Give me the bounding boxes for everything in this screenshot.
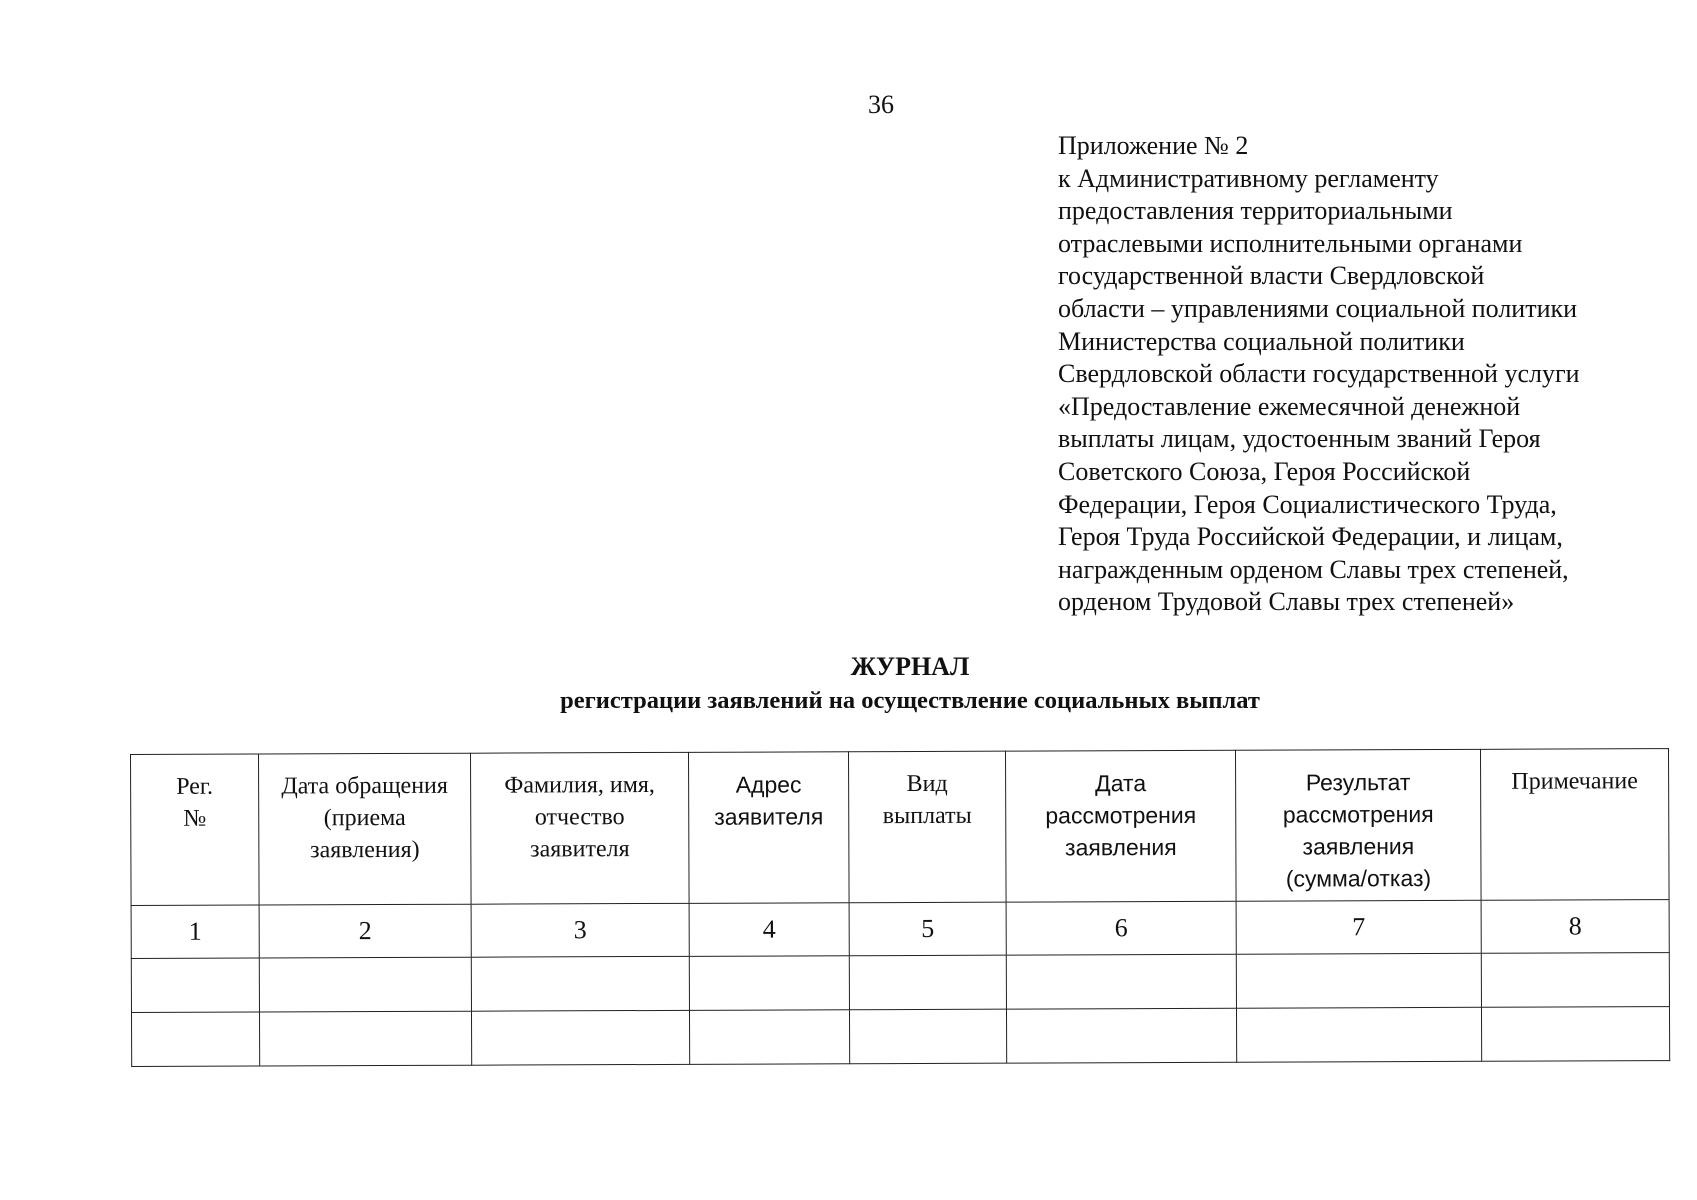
header-label: Рег. № xyxy=(176,773,214,832)
table-row xyxy=(131,1007,1669,1067)
header-review-date xyxy=(1005,750,1236,902)
table-cell xyxy=(131,958,259,1012)
column-number: 1 xyxy=(131,905,259,958)
header-applicant-address xyxy=(688,752,849,904)
header-review-result xyxy=(1235,749,1481,901)
appendix-line: выплаты лицам, удостоенным званий Героя xyxy=(1058,424,1541,454)
table-cell xyxy=(849,955,1006,1010)
appendix-line: Приложение № 2 xyxy=(1058,131,1249,160)
appendix-line: Героя Труда Российской Федерации, и лицам, xyxy=(1058,522,1563,552)
table-row xyxy=(131,953,1669,1013)
appendix-line: к Административному регламенту xyxy=(1058,163,1439,193)
header-label: Дата рассмотрения заявления xyxy=(1045,770,1197,861)
appendix-line: Свердловской области государственной услуги xyxy=(1058,359,1580,389)
appendix-line: государственной власти Свердловской xyxy=(1058,261,1485,291)
page-number: 36 xyxy=(868,90,894,119)
appendix-note xyxy=(1058,130,1658,619)
journal-title xyxy=(440,650,1380,718)
table-cell xyxy=(689,956,849,1011)
table-cell xyxy=(471,1010,689,1065)
header-label: Дата обращения (приема заявления) xyxy=(281,772,448,864)
header-label: Адрес заявителя xyxy=(714,771,824,830)
table-cell xyxy=(1481,1007,1669,1062)
appendix-line: «Предоставление ежемесячной денежной xyxy=(1058,391,1521,421)
table-cell xyxy=(471,956,689,1011)
header-application-date xyxy=(259,753,472,905)
table-cell xyxy=(1236,953,1481,1008)
column-number: 6 xyxy=(1006,901,1236,955)
appendix-line: отраслевыми исполнительными органами xyxy=(1058,228,1523,258)
table-cell xyxy=(849,1009,1006,1064)
table-header-row xyxy=(131,749,1670,906)
appendix-line: орденом Трудовой Славы трех степеней» xyxy=(1058,587,1515,617)
appendix-line: Советского Союза, Героя Российской xyxy=(1058,456,1471,486)
table-cell xyxy=(1006,1008,1236,1063)
header-payment-type xyxy=(848,751,1006,903)
journal-table xyxy=(130,748,1670,1067)
appendix-line: Министерства социальной политики xyxy=(1058,326,1465,356)
title-main: ЖУРНАЛ xyxy=(850,652,970,681)
table-cell xyxy=(1481,953,1669,1008)
column-number: 8 xyxy=(1481,900,1669,954)
table-cell xyxy=(1236,1007,1481,1062)
title-subtitle: регистрации заявлений на осуществление социальных выплат xyxy=(560,687,1260,714)
header-reg-number xyxy=(131,754,260,905)
header-note xyxy=(1480,749,1669,901)
appendix-line: Федерации, Героя Социалистического Труда, xyxy=(1058,489,1557,519)
table-cell xyxy=(689,1010,849,1065)
column-number: 4 xyxy=(689,903,849,957)
header-applicant-name xyxy=(470,752,689,904)
table-cell xyxy=(131,1012,259,1066)
table-cell xyxy=(1006,954,1236,1009)
header-label: Фамилия, имя, отчество заявителя xyxy=(504,771,655,863)
table-cell xyxy=(259,957,471,1012)
appendix-line: предоставления территориальными xyxy=(1058,196,1453,226)
appendix-line: области – управлениями социальной политики xyxy=(1058,293,1578,323)
column-number: 7 xyxy=(1236,900,1481,954)
column-number: 3 xyxy=(471,903,689,957)
table-cell xyxy=(259,1011,471,1066)
header-label: Вид выплаты xyxy=(882,770,972,830)
header-label: Результат рассмотрения заявления (сумма/отказ) xyxy=(1282,769,1434,892)
column-number: 2 xyxy=(259,904,471,958)
column-number-row xyxy=(131,900,1669,959)
appendix-line: награжденным орденом Славы трех степеней, xyxy=(1058,554,1569,584)
header-label: Примечание xyxy=(1511,768,1638,795)
column-number: 5 xyxy=(849,902,1006,956)
